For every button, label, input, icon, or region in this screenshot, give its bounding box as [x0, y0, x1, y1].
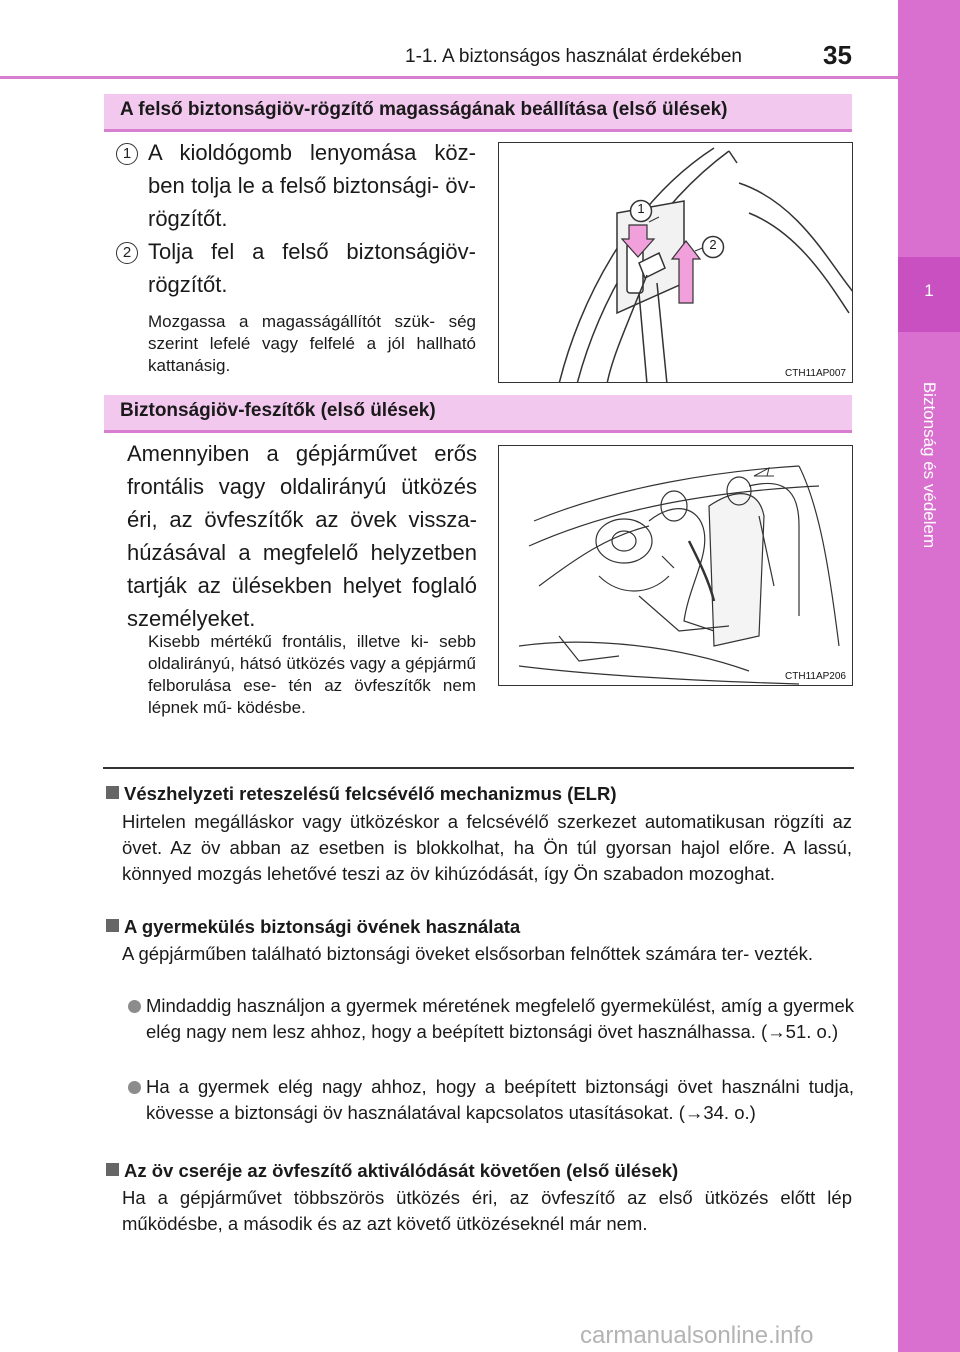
chapter-label: Biztonság és védelem: [920, 381, 939, 549]
info-heading-child-seat-text: A gyermekülés biztonsági övének használata: [124, 916, 521, 937]
child-seat-bullet-1: Mindaddig használjon a gyermek méretének megfelelő gyermekülést, amíg a gyermek elég nagy nem lesz ahhoz, hogy a beépített biztonsági övet használhassa. (→51. o.): [146, 995, 854, 1042]
square-bullet-icon: [106, 1163, 119, 1176]
page-header-title: 1-1. A biztonságos használat érdekében: [405, 46, 742, 67]
callout-2-label: 2: [709, 237, 717, 252]
info-heading-replacement: [106, 1160, 856, 1182]
child-seat-bullet-2: Ha a gyermek elég nagy ahhoz, hogy a beépített biztonsági övet használni tudja, kövesse a biztonsági öv használatával kapcsolatos utasításokat. (→34. o.): [146, 1076, 854, 1123]
callout-1-label: 1: [637, 201, 645, 216]
section-heading-anchor-height: A felső biztonságiöv-rögzítő magasságának beállítása (első ülések): [104, 94, 852, 132]
chapter-number: 1: [924, 281, 934, 300]
pretensioner-figure: [498, 445, 853, 686]
seatbelt-anchor-illustration: [499, 143, 853, 383]
step-badge-1: 1: [116, 143, 138, 165]
car-interior-illustration: [499, 446, 853, 686]
seatbelt-anchor-figure: [498, 142, 853, 383]
pretensioner-body: Amennyiben a gépjárművet erős frontális vagy oldalirányú ütközés éri, az övfeszítők az övek vissza- húzásával a megfelelő helyzetben tartják az ülésekben helyet foglaló személyeket.: [127, 441, 477, 631]
info-heading-child-seat: [106, 916, 856, 938]
info-heading-replacement-text: Az öv cseréje az övfeszítő aktiválódását követően (első ülések): [124, 1160, 679, 1181]
section-divider: [103, 767, 854, 769]
square-bullet-icon: [106, 786, 119, 799]
info-heading-elr-text: Vészhelyzeti reteszelésű felcsévélő mechanizmus (ELR): [124, 783, 617, 804]
info-heading-elr: [106, 783, 856, 805]
figure-code-2: CTH11AP206: [785, 671, 846, 682]
info-body-elr: Hirtelen megálláskor vagy ütközéskor a felcsévélő szerkezet automatikusan rögzíti az övet. Az öv abban az esetben is blokkolhat, ha Ön túl gyorsan hajol előre. A lassú, könnyed mozgás lehetővé teszi az öv kihúzódását, így Ön szabadon mozoghat.: [122, 811, 852, 884]
header-divider: [0, 76, 898, 79]
step-note: Mozgassa a magasságállítót szük- ség szerint lefelé vagy felfelé a jól hallható kattanásig.: [148, 312, 476, 375]
figure-code-1: CTH11AP007: [785, 368, 846, 379]
info-body-replacement: Ha a gépjárművet többszörös ütközés éri, az övfeszítő az első ütközés előtt lép működésbe, a második és az azt követő ütközéseknél már nem.: [122, 1187, 852, 1234]
page-number: 35: [823, 40, 852, 70]
step-text-2: Tolja fel a felső biztonságiöv- rögzítőt.: [148, 239, 476, 297]
step-text-1: A kioldógomb lenyomása köz- ben tolja le a felső biztonsági- öv-rögzítőt.: [148, 140, 476, 231]
info-body-child-seat: A gépjárműben található biztonsági öveket elsősorban felnőttek számára ter- vezték.: [122, 943, 814, 964]
chapter-side-tab: [898, 0, 960, 1352]
watermark: carmanualsonline.info: [580, 1322, 814, 1349]
section-heading-pretensioners: Biztonságiöv-feszítők (első ülések): [104, 395, 852, 433]
pretensioner-note: Kisebb mértékű frontális, illetve ki- sebb oldalirányú, hátsó ütközés vagy a gépjármű felborulása ese- tén az övfeszítők nem lépnek mű- ködésbe.: [148, 632, 476, 717]
step-badge-2: 2: [116, 242, 138, 264]
round-bullet-icon: [128, 1081, 141, 1094]
round-bullet-icon: [128, 1000, 141, 1013]
square-bullet-icon: [106, 919, 119, 932]
